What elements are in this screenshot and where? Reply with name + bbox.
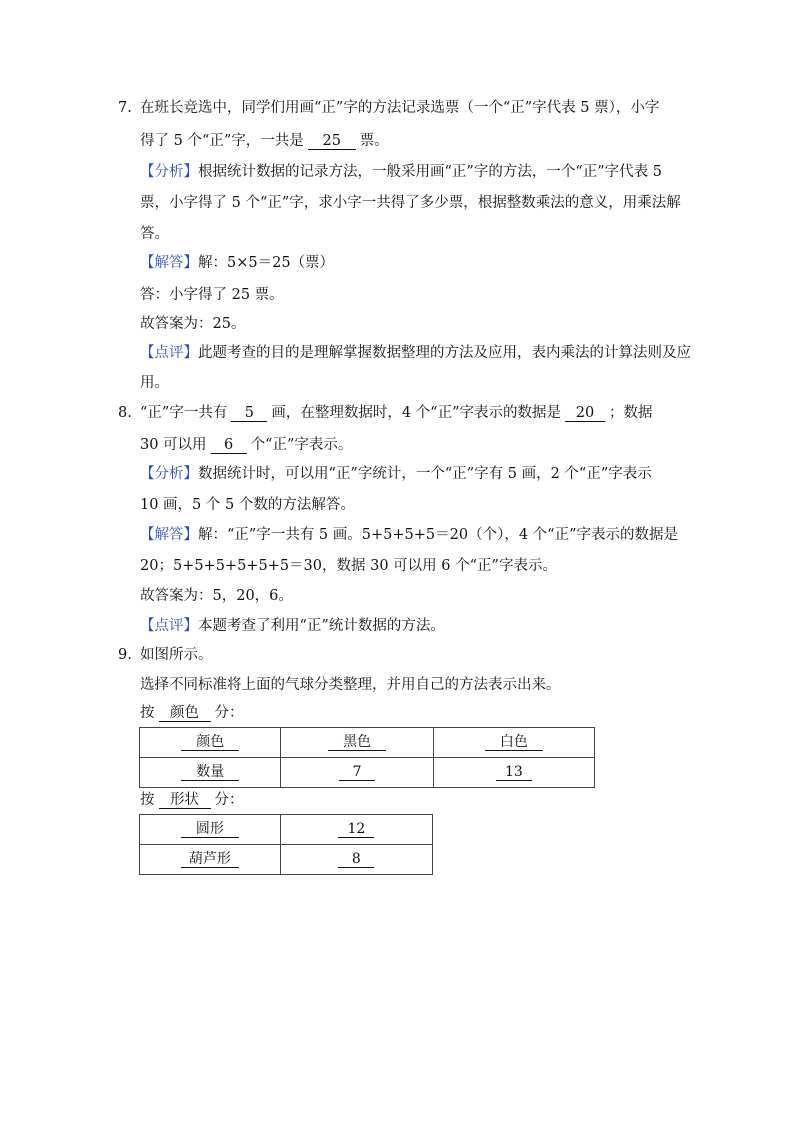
table-cell-value: 13 [496,764,532,781]
q8-answer-text-2: 20；5+5+5+5+5+5＝30，数据 30 可以用 6 个“正”字表示。 [140,558,557,574]
table-cell [140,845,281,875]
q7-answer-line1 [140,253,334,273]
q9-by-shape-post: 分： [214,792,244,808]
table-row [140,845,433,875]
table-row [140,728,595,758]
table-cell [280,815,432,845]
q8-blank-1: 5 [231,405,267,422]
q8-answer-line3 [140,586,293,606]
q8-analysis-text-1: 数据统计时，可以用“正”字统计，一个“正”字有 5 画，2 个“正”字表示 [198,466,652,482]
q7-comment-text-2: 用。 [140,375,169,391]
q8-answer-tag: 【解答】 [140,527,198,543]
q7-comment-text-1: 此题考查的目的是理解掌握数据整理的方法及应用，表内乘法的计算法则及应 [198,345,691,361]
q9-number: 9. [118,647,132,663]
q8-comment-line1 [140,616,445,636]
q7-answer-text-2: 答：小字得了 25 票。 [140,287,284,303]
q9-by-color-blank: 颜色 [159,705,211,722]
q8-comment-text-1: 本题考查了利用“正”统计数据的方法。 [198,618,445,634]
q7-comment-line2 [140,373,169,393]
q7-text-1: 在班长竞选中，同学们用画“正”字的方法记录选票（一个“正”字代表 5 票），小字 [140,100,660,116]
q9-shape-table [139,814,433,875]
q8-answer-line2 [140,556,557,576]
q8-analysis-text-2: 10 画，5 个 5 个数的方法解答。 [140,497,355,513]
table-cell-value: 葫芦形 [181,851,239,868]
q7-answer-tag: 【解答】 [140,255,198,271]
table-cell [140,728,281,758]
q8-text-2: 画，在整理数据时，4 个“正”字表示的数据是 [271,405,561,421]
q8-blank-3: 6 [211,437,247,454]
q8-number: 8. [118,405,132,421]
q9-by-shape-line [140,790,244,810]
table-row [140,815,433,845]
q7-answer-text-1: 解：5×5＝25（票） [198,255,335,271]
q8-analysis-tag: 【分析】 [140,466,198,482]
q8-text-4: 30 可以用 [140,437,207,453]
table-cell [140,758,281,788]
q7-analysis-line2 [140,193,681,213]
table-cell [433,758,594,788]
q8-line2 [140,435,352,455]
table-cell-value: 白色 [485,734,543,751]
q7-analysis-text-1: 根据统计数据的记录方法，一般采用画“正”字的方法，一个“正”字代表 5 [198,164,662,180]
table-cell [281,758,433,788]
q8-comment-tag: 【点评】 [140,618,198,634]
q9-instruction-line [140,675,561,695]
q9-by-color-post: 分： [214,705,244,721]
q9-line1 [118,645,213,665]
q7-analysis-text-3: 答。 [140,226,169,242]
q8-analysis-line2 [140,495,355,515]
q9-by-shape-pre: 按 [140,792,155,808]
table-cell-value: 圆形 [181,821,239,838]
q7-analysis-line1 [140,162,662,182]
q7-answer-blank: 25 [308,133,356,150]
q8-blank-2: 20 [565,405,605,422]
table-cell-value: 黑色 [328,734,386,751]
q8-answer-text-1: 解：“正”字一共有 5 画。5+5+5+5＝20（个），4 个“正”字表示的数据是 [198,527,678,543]
table-cell-value: 数量 [181,764,239,781]
table-cell [140,815,281,845]
q8-answer-line1 [140,525,678,545]
q7-line1 [118,98,659,118]
q7-analysis-line3 [140,224,169,244]
q7-analysis-text-2: 票，小字得了 5 个“正”字，求小字一共得了多少票，根据整数乘法的意义，用乘法解 [140,195,681,211]
q7-number: 7. [118,100,132,116]
table-cell [280,845,432,875]
q9-title: 如图所示。 [140,647,213,663]
table-cell-value: 颜色 [181,734,239,751]
table-cell-value: 7 [339,764,375,781]
table-cell-value: 12 [338,821,374,838]
table-cell [433,728,594,758]
q8-answer-text-3: 故答案为：5，20，6。 [140,588,293,604]
q9-by-color-pre: 按 [140,705,155,721]
q8-text-5: 个“正”字表示。 [250,437,353,453]
q9-by-shape-blank: 形状 [159,792,211,809]
q7-answer-text-3: 故答案为：25。 [140,316,246,332]
q7-analysis-tag: 【分析】 [140,164,198,180]
q8-text-3: ；数据 [609,405,653,421]
q9-color-table [139,727,595,788]
q7-text-3: 票。 [359,133,389,149]
q7-comment-line1 [140,343,691,363]
q7-answer-line2 [140,285,284,305]
q8-text-1: “正”字一共有 [140,405,228,421]
table-cell [281,728,433,758]
q7-answer-line3 [140,314,245,334]
q7-line2 [140,131,389,151]
q9-by-color-line [140,703,244,723]
q7-text-2: 得了 5 个“正”字，一共是 [140,133,304,149]
q8-analysis-line1 [140,464,652,484]
table-row [140,758,595,788]
q7-comment-tag: 【点评】 [140,345,198,361]
table-cell-value: 8 [338,851,374,868]
q9-instruction: 选择不同标准将上面的气球分类整理，并用自己的方法表示出来。 [140,677,561,693]
q8-line1 [118,403,653,423]
